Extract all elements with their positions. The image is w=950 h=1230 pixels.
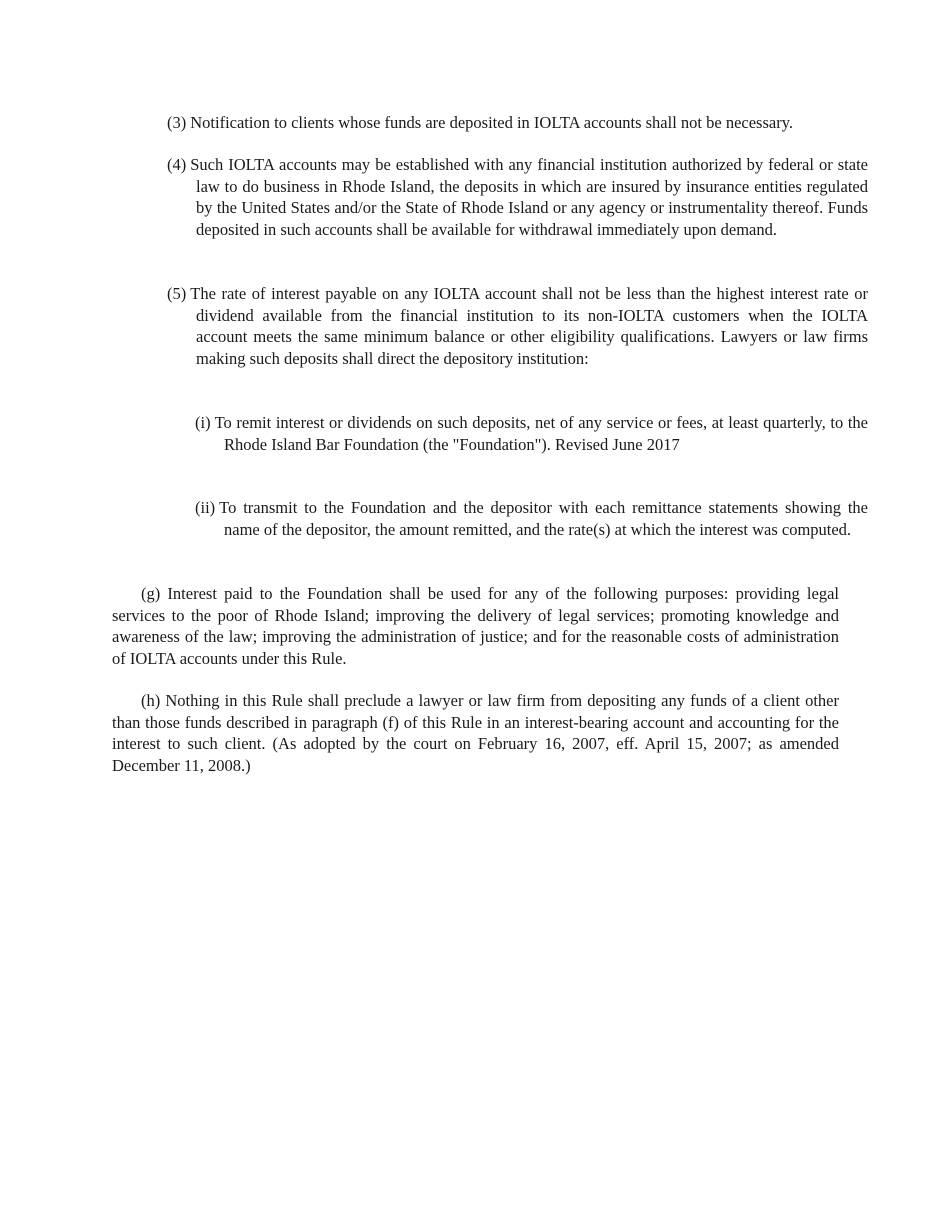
sub-item-text: To remit interest or dividends on such deposits, net of any service or fees, at least quarterly, to the Rhode Island Bar Foundation (the "Foundation"). Revised June 2017 xyxy=(214,413,868,454)
list-item-number: (5) xyxy=(167,284,187,303)
list-item-number: (4) xyxy=(167,155,187,174)
list-item-4 xyxy=(167,154,868,240)
list-item-number: (3) xyxy=(167,113,187,132)
list-item-text: The rate of interest payable on any IOLTA account shall not be less than the highest interest rate or dividend available from the financial institution to its non-IOLTA customers when the IOLTA account meets the same minimum balance or other eligibility qualifications. Lawyers or law firms making such deposits shall direct the depository institution: xyxy=(190,284,868,368)
sub-item-ii xyxy=(195,497,868,540)
sub-item-number: (ii) xyxy=(195,498,216,517)
paragraph-g: (g) Interest paid to the Foundation shall be used for any of the following purposes: providing legal services to the poor of Rhode Island; improving the delivery of legal services; promoting knowledge and awareness of the law; improving the administration of justice; and for the reasonable costs of administration of IOLTA accounts under this Rule. xyxy=(112,584,839,668)
list-item-5 xyxy=(167,283,868,369)
sub-item-i xyxy=(195,412,868,455)
list-item-3 xyxy=(167,112,868,134)
list-item-text: Notification to clients whose funds are deposited in IOLTA accounts shall not be necessary. xyxy=(190,113,794,132)
sub-item-number: (i) xyxy=(195,413,211,432)
sub-item-text: To transmit to the Foundation and the depositor with each remittance statements showing the name of the depositor, the amount remitted, and the rate(s) at which the interest was computed. xyxy=(219,498,868,539)
list-item-text: Such IOLTA accounts may be established with any financial institution authorized by federal or state law to do business in Rhode Island, the deposits in which are insured by insurance entities regulated by the United States and/or the State of Rhode Island or any agency or instrumentality thereof. Funds deposited in such accounts shall be available for withdrawal immediately upon demand. xyxy=(190,155,868,239)
paragraph-h: (h) Nothing in this Rule shall preclude a lawyer or law firm from depositing any funds of a client other than those funds described in paragraph (f) of this Rule in an interest-bearing account and accounting for the interest to such client. (As adopted by the court on February 16, 2007, eff. April 15, 2007; as amended December 11, 2008.) xyxy=(112,691,839,775)
